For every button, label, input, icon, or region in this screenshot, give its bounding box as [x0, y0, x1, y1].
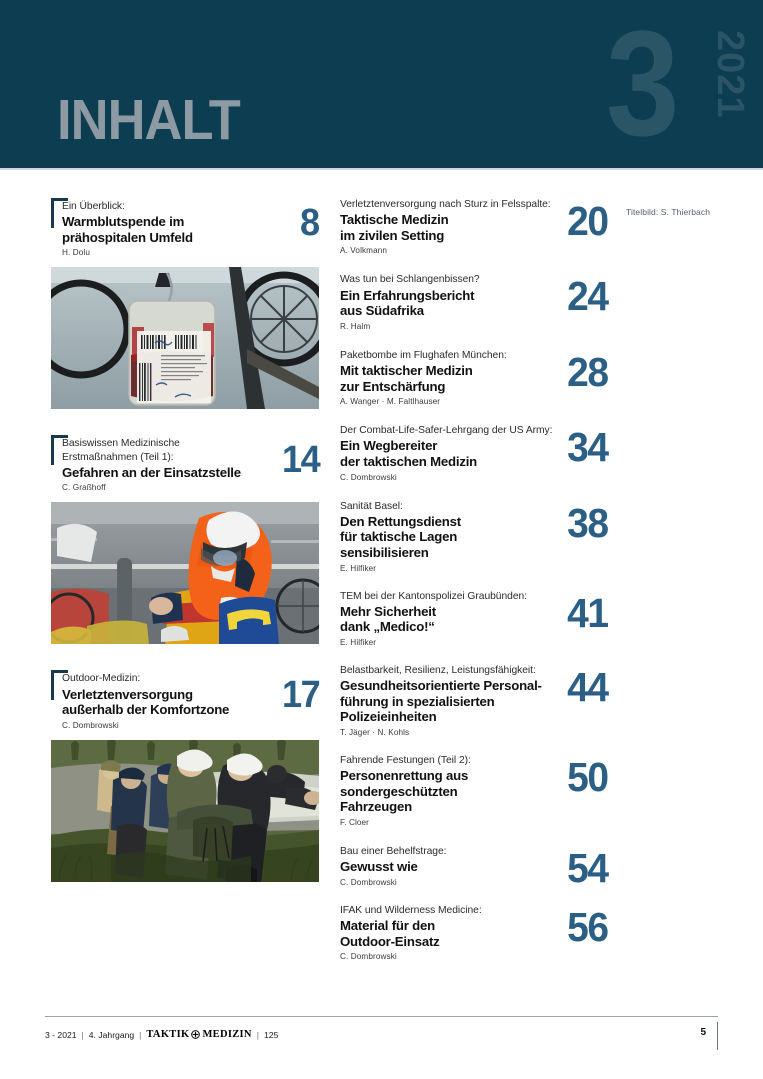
- entry-title-line: aus Südafrika: [340, 303, 424, 319]
- toc-entry-text: [340, 845, 446, 888]
- entry-title-line: Mit taktischer Medizin: [340, 362, 473, 378]
- toc-entry-row[interactable]: [340, 500, 608, 574]
- entry-title-line: führung in spezialisierten: [340, 693, 495, 709]
- entry-kicker: [340, 904, 482, 917]
- entry-page-number[interactable]: 20: [567, 198, 608, 244]
- toc-entry[interactable]: [340, 500, 608, 574]
- toc-entry[interactable]: [340, 844, 608, 891]
- toc-entry-row[interactable]: [340, 273, 608, 331]
- page-header: [0, 0, 763, 168]
- toc-entry[interactable]: [340, 349, 608, 407]
- entry-title-line: Outdoor-Einsatz: [340, 933, 440, 949]
- page-title: INHALT: [57, 88, 240, 152]
- entry-title-line: für taktische Lagen: [340, 529, 458, 545]
- footer-separator-3: |: [256, 1029, 260, 1040]
- toc-entry-text: [62, 200, 193, 258]
- toc-entry-text: [340, 424, 552, 482]
- corner-bracket-icon: [51, 435, 68, 465]
- entry-title-line: dank „Medico!“: [340, 619, 435, 635]
- toc-entry-row[interactable]: [51, 198, 319, 258]
- entry-kicker-line: Der Combat-Life-Safer-Lehrgang der US Army:: [340, 425, 553, 437]
- folio-page-number: 5: [700, 1027, 706, 1038]
- footer-code: 125: [264, 1029, 279, 1040]
- toc-entry-text: [340, 754, 471, 828]
- entry-kicker-line: Outdoor-Medizin:: [62, 673, 141, 685]
- entry-title-line: Personenrettung aus: [340, 768, 469, 784]
- toc-entry[interactable]: [51, 198, 319, 258]
- entry-title-line: sondergeschützten: [340, 783, 458, 799]
- entry-author: C. Graßhoff: [62, 483, 106, 493]
- entry-title-line: im zivilen Setting: [340, 227, 445, 243]
- entry-title[interactable]: [340, 604, 527, 635]
- footer-separator-2: |: [139, 1029, 142, 1040]
- entry-kicker: [340, 424, 552, 437]
- cover-photo-credit: Titelbild: S. Thierbach: [626, 207, 711, 217]
- entry-title-line: prähospitalen Umfeld: [62, 229, 193, 245]
- toc-entry[interactable]: [340, 198, 608, 256]
- entry-title[interactable]: [340, 288, 480, 319]
- entry-title[interactable]: [62, 687, 229, 718]
- toc-entry-text: [340, 349, 507, 407]
- entry-page-number[interactable]: 8: [300, 202, 319, 244]
- entry-kicker-line: Basiswissen Medizinische: [62, 438, 180, 450]
- footer-edge-rule: [717, 1022, 718, 1050]
- entry-author: C. Dombrowski: [340, 472, 397, 482]
- toc-right-column: [340, 198, 608, 962]
- toc-entry-text: [340, 590, 527, 648]
- entry-page-number[interactable]: 24: [567, 273, 608, 320]
- toc-entry-row[interactable]: [51, 435, 319, 493]
- entry-author: A. Wanger · M. Faltlhauser: [340, 397, 441, 407]
- entry-kicker: [340, 754, 471, 767]
- toc-entry[interactable]: [51, 670, 319, 730]
- toc-entry-text: [340, 904, 482, 962]
- entry-author: C. Dombrowski: [340, 952, 397, 962]
- toc-entry-text: [62, 672, 229, 730]
- entry-page-number[interactable]: 54: [567, 844, 608, 891]
- entry-page-number[interactable]: 34: [567, 424, 608, 471]
- entry-page-number[interactable]: 14: [281, 439, 319, 482]
- toc-entry[interactable]: [51, 435, 319, 493]
- entry-kicker: [340, 664, 542, 677]
- entry-title-line: Material für den: [340, 917, 435, 933]
- paramedic-street-casualty-photo: [51, 502, 319, 644]
- entry-page-number[interactable]: 38: [567, 499, 608, 546]
- brand-word-medizin: MEDIZIN: [202, 1029, 252, 1040]
- entry-kicker-line: IFAK und Wilderness Medicine:: [340, 904, 482, 916]
- entry-author: C. Dombrowski: [340, 877, 397, 887]
- toc-entry-text: [340, 273, 480, 331]
- entry-page-number[interactable]: 28: [567, 348, 608, 395]
- footer-divider: [45, 1016, 718, 1017]
- toc-entry-row[interactable]: [340, 754, 608, 828]
- entry-kicker-line: Verletztenversorgung nach Sturz in Felsspalte:: [340, 199, 551, 210]
- toc-entry[interactable]: [340, 754, 608, 828]
- toc-entry-row[interactable]: [340, 844, 608, 891]
- entry-kicker-line: Belastbarkeit, Resilienz, Leistungsfähigkeit:: [340, 664, 536, 676]
- toc-entry-text: [340, 500, 461, 574]
- entry-title[interactable]: [340, 768, 471, 815]
- toc-entry-row[interactable]: [340, 664, 608, 738]
- blood-bag-bicycles-photo: [51, 267, 319, 409]
- entry-author: A. Volkmann: [340, 246, 388, 256]
- toc-entry[interactable]: [340, 590, 608, 648]
- brand-logo: [146, 1029, 251, 1040]
- entry-title-line: Mehr Sicherheit: [340, 603, 436, 619]
- entry-kicker-line: Sanität Basel:: [340, 500, 403, 512]
- toc-entry-row[interactable]: [340, 904, 608, 962]
- corner-bracket-icon: [51, 670, 68, 700]
- entry-author: T. Jäger · N. Kohls: [340, 727, 410, 737]
- entry-title-line: Fahrzeugen: [340, 799, 413, 815]
- entry-title[interactable]: [340, 859, 446, 875]
- entry-kicker-line: TEM bei der Kantonspolizei Graubünden:: [340, 590, 527, 602]
- entry-kicker: [62, 437, 241, 463]
- entry-page-number[interactable]: 17: [281, 674, 319, 717]
- entry-title-line: Gesundheitsorientierte Personal-: [340, 678, 542, 694]
- entry-title-line: Verletztenversorgung: [62, 686, 193, 702]
- entry-title[interactable]: [62, 465, 241, 481]
- entry-title[interactable]: [340, 363, 507, 394]
- entry-title-line: außerhalb der Komfortzone: [62, 702, 230, 718]
- toc-entry-text: [340, 664, 542, 738]
- entry-kicker: [62, 672, 229, 685]
- entry-author: H. Dolu: [62, 248, 91, 258]
- entry-kicker-line: Paketbombe im Flughafen München:: [340, 349, 507, 361]
- entry-title-line: der taktischen Medizin: [340, 453, 478, 469]
- entry-title-line: sensibilisieren: [340, 544, 429, 560]
- entry-kicker: [62, 200, 193, 213]
- footer-imprint: [45, 1029, 278, 1040]
- toc-entry-row[interactable]: [340, 424, 608, 482]
- entry-title-line: Warmblutspende im: [62, 214, 185, 230]
- entry-title-line: zur Entschärfung: [340, 378, 446, 394]
- entry-title-line: Ein Erfahrungsbericht: [340, 287, 475, 303]
- entry-page-number[interactable]: 41: [567, 589, 608, 636]
- toc-left-column: [51, 198, 319, 882]
- entry-title[interactable]: [340, 514, 461, 561]
- entry-title[interactable]: [62, 214, 193, 245]
- toc-entry[interactable]: [340, 904, 608, 962]
- river-rescue-carry-photo: [51, 740, 319, 882]
- entry-author: E. Hilfiker: [340, 563, 377, 573]
- toc-entry-row[interactable]: [340, 590, 608, 648]
- entry-author: E. Hilfiker: [340, 637, 377, 647]
- entry-kicker: [340, 590, 527, 603]
- entry-title[interactable]: [340, 212, 551, 243]
- toc-entry-row[interactable]: [51, 670, 319, 730]
- brand-word-taktik: TAKTIK: [146, 1029, 190, 1040]
- entry-kicker-line: Erstmaßnahmen (Teil 1):: [62, 451, 174, 463]
- entry-title-line: Taktische Medizin: [340, 212, 449, 228]
- entry-kicker-line: Ein Überblick:: [62, 201, 125, 212]
- issue-number: 3: [605, 0, 679, 167]
- toc-entry-row[interactable]: [340, 198, 608, 256]
- toc-entry[interactable]: [340, 664, 608, 738]
- entry-author: R. Halm: [340, 321, 371, 331]
- entry-kicker-line: Was tun bei Schlangenbissen?: [340, 274, 480, 286]
- issue-year: 2021: [709, 30, 751, 119]
- entry-title-line: Polizeieinheiten: [340, 709, 437, 725]
- toc-entry-text: [340, 198, 551, 256]
- entry-title-line: Ein Wegbereiter: [340, 438, 438, 454]
- medical-cross-circle-icon: [191, 1030, 200, 1039]
- entry-kicker: [340, 349, 507, 362]
- entry-page-number[interactable]: 44: [567, 663, 608, 710]
- entry-kicker: [340, 273, 480, 286]
- entry-kicker: [340, 500, 461, 513]
- header-divider: [0, 168, 763, 170]
- footer-issue: 3 - 2021: [45, 1029, 77, 1040]
- entry-title[interactable]: [340, 678, 542, 725]
- entry-page-number[interactable]: 50: [567, 753, 608, 800]
- toc-entry-row[interactable]: [340, 349, 608, 407]
- entry-title[interactable]: [340, 918, 482, 949]
- footer-separator-1: |: [81, 1029, 84, 1040]
- footer-volume: 4. Jahrgang: [88, 1029, 135, 1040]
- entry-kicker-line: Fahrende Festungen (Teil 2):: [340, 754, 471, 766]
- corner-bracket-icon: [51, 198, 68, 228]
- entry-author: F. Cloer: [340, 817, 370, 827]
- toc-entry[interactable]: [340, 273, 608, 331]
- entry-kicker-line: Bau einer Behelfstrage:: [340, 845, 447, 857]
- entry-title[interactable]: [340, 438, 552, 469]
- entry-title-line: Den Rettungsdienst: [340, 513, 461, 529]
- toc-entry[interactable]: [340, 424, 608, 482]
- toc-entry-text: [62, 437, 241, 493]
- entry-kicker: [340, 198, 551, 211]
- entry-page-number[interactable]: 56: [567, 903, 608, 950]
- entry-title-line: Gefahren an der Einsatzstelle: [62, 464, 241, 480]
- entry-kicker: [340, 845, 446, 858]
- entry-title-line: Gewusst wie: [340, 859, 418, 875]
- entry-author: C. Dombrowski: [62, 720, 119, 730]
